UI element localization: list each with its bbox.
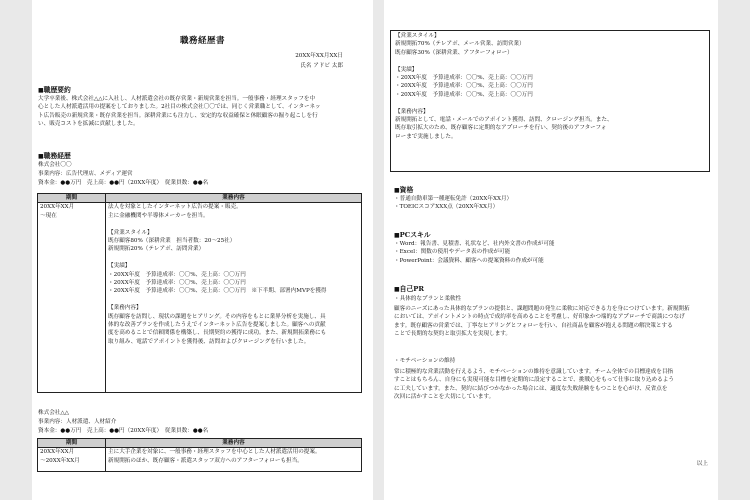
text-line: 新規開拓のほか、既存顧客・派遣スタッフ双方へのアフターフォローも担当。 — [108, 457, 303, 464]
section-heading-qualifications: ■ 資格 — [394, 184, 413, 194]
applicant-name: 氏名 アドビ 太郎 — [300, 63, 343, 69]
company-1-business: 事業内容：広告代理店、メディア運営 — [38, 171, 133, 177]
table-header-period: 期間 — [38, 194, 106, 203]
text-line — [395, 57, 705, 65]
text-line: 新規開拓として、電話・メールでのアポイント獲得、訪問、クロージング担当。また、 — [395, 117, 613, 124]
text-line: ・20XX年度 予算達成率：〇〇%、売上高：〇〇万円 — [395, 83, 533, 90]
company-2-period — [38, 448, 106, 472]
section-heading-self-pr: ■ 自己PR — [394, 283, 424, 293]
text-line: ことで長期的な契約と取引拡大を実現します。 — [394, 331, 512, 338]
text-line: ～現在 — [40, 212, 57, 219]
self-pr-point-2-title: ・モチベーションの維持 — [394, 358, 456, 364]
text-line: 【業務内容】 — [108, 305, 142, 312]
table-header-content: 業務内容 — [106, 439, 362, 448]
text-line: ・PowerPoint：会議資料、顧客への提案資料の作成が可能 — [394, 257, 544, 264]
company-1-capital: 資本金：●●万円 売上高：●●円（20XX年度） 従業員数：●●名 — [38, 180, 209, 186]
text-line: ・Word：報告書、見積書、礼状など、社内外文書の作成が可能 — [394, 241, 555, 247]
section-heading-summary: ■ 職歴要約 — [38, 84, 71, 94]
text-line: ト広告販売の新規営業・既存営業を担当。深耕営業にも注力し、安定的な収益確保と休眠顧客の掘り起こしを行 — [38, 112, 318, 119]
text-line: 度を高めることで信頼関係を構築し、長期契約の獲得に成功。また、新規開拓業務にも — [108, 330, 327, 337]
text-line: ・20XX年度 予算達成率：〇〇%、売上高：〇〇万円 ※下半期、部署内MVPを獲得 — [108, 288, 327, 295]
section-heading-pc-skills: ■ PCスキル — [394, 229, 431, 239]
text-line: 取り組み、電話でアポイントを獲得後、訪問およびクロージングを行いました。 — [108, 338, 310, 345]
text-line: 【営業スタイル】 — [395, 33, 440, 39]
text-line: ・20XX年度 予算達成率：〇〇%、売上高：〇〇万円 — [108, 280, 246, 287]
text-line: ・TOEICスコアXXX点（20XX年XX月） — [394, 204, 499, 211]
text-line: 【実績】 — [108, 263, 131, 270]
text-line: 常に積極的な営業活動を行えるよう、モチベーションの維持を意識しています。チーム全体での目標達成を目指 — [394, 369, 674, 375]
continued-content-box — [390, 30, 710, 172]
text-line: 法人を対象としたインターネット広告の提案・販売。 — [108, 204, 242, 211]
text-line: 体的な改善プランを作成したうえでインターネット広告を提案しました。顧客への貢献 — [108, 322, 326, 329]
company-2-name: 株式会社△△ — [38, 410, 69, 416]
table-header-period: 期間 — [38, 439, 106, 448]
text-line: においては、アポイントメントの時点で成約率を高めることを考慮し、好印象かつ端的なアプローチで商談につなげ — [394, 314, 685, 321]
self-pr-point-1-title: ・具体的なプランと柔軟性 — [394, 296, 462, 302]
text-line: ・20XX年度 予算達成率：〇〇%、売上高：〇〇万円 — [395, 75, 533, 82]
document-title: 職務経歴書 — [179, 36, 225, 46]
text-line: ます。既存顧客の営業では、丁寧なヒアリングとフォローを行い、自社商品を顧客が抱える問題の解決策とする — [394, 322, 673, 329]
text-line: ・20XX年度 予算達成率：〇〇%、売上高：〇〇万円 — [108, 271, 246, 278]
text-line — [108, 254, 359, 262]
company-1-name: 株式会社〇〇 — [38, 162, 72, 168]
section-heading-history: ■ 職務経歴 — [38, 150, 71, 160]
resume-page-2 — [384, 0, 718, 500]
text-line: ～20XX年XX月 — [40, 457, 80, 464]
summary-text — [38, 95, 321, 129]
text-line: に工夫しています。また、契約に結びつかなかった場合には、適度な失敗経験をもつことを心がけ、反省点を — [394, 385, 668, 392]
text-line: 既存顧客30%（深耕営業、アフターフォロー） — [395, 49, 513, 56]
text-line: ・普通自動車第一種運転免許（20XX年XX月） — [394, 196, 513, 202]
text-line: すことはもちろん、自身にも実現可能な目標を定期的に設定することで、挑戦心をもって仕事に取り込めるよう — [394, 377, 674, 384]
self-pr-point-1-text — [394, 305, 690, 339]
company-1-content — [106, 203, 362, 393]
company-2-capital: 資本金：●●万円 売上高：●●円（20XX年度） 従業員数：●●名 — [38, 428, 209, 434]
text-line: 既存顧客を訪問し、現状の課題をヒアリング。その内容をもとに業界分析を実施し、具 — [108, 313, 326, 320]
self-pr-point-2-text — [394, 368, 674, 402]
closing-mark: 以上 — [696, 461, 708, 467]
text-line: 20XX年XX月 — [40, 204, 75, 211]
text-line: 心とした人材派遣活用の提案をしておりました。2社目の株式会社〇〇では、同じく営業職として、インターネッ — [38, 104, 321, 111]
text-line: 主に金融機関や半導体メーカーを担当。 — [108, 212, 209, 219]
text-line: 【実績】 — [395, 66, 418, 73]
text-line: 既存取引拡大のため、既存顧客に定期的なアプローチを行い、契約後のアフターフォ — [395, 125, 607, 132]
text-line: 既存顧客80%（深耕営業 担当者数：20～25社） — [108, 238, 236, 245]
pc-skills-list — [394, 240, 554, 265]
qualifications-list — [394, 195, 512, 212]
resume-page-1 — [32, 0, 373, 500]
company-1-period — [38, 203, 106, 393]
text-line: 次回に活かすことを大切にしています。 — [394, 394, 495, 401]
company-2-business: 事業内容：人材派遣、人材紹介 — [38, 419, 117, 425]
text-line: い、販売コストを拡減に貢献しました。 — [38, 121, 139, 128]
text-line: 大学卒業後、株式会社△△に入社し、人材派遣会社の既存営業・新規営業を担当。一般事務・経理スタッフを中 — [38, 96, 316, 102]
text-line — [108, 220, 359, 228]
text-line: 新規開拓70%（テレアポ、メール営業、訪問営業） — [395, 41, 525, 48]
text-line — [395, 99, 705, 107]
table-header-content: 業務内容 — [106, 194, 362, 203]
text-line — [108, 296, 359, 304]
company-2-table — [37, 438, 362, 472]
text-line: 【営業スタイル】 — [108, 229, 153, 236]
document-date: 20XX年XX月XX日 — [295, 53, 343, 59]
text-line: 新規開拓20%（テレアポ、訪問営業） — [108, 246, 205, 253]
text-line: 20XX年XX月 — [40, 449, 75, 456]
text-line: 【業務内容】 — [395, 108, 429, 115]
company-2-content — [106, 448, 362, 472]
text-line: ・20XX年度 予算達成率：〇〇%、売上高：〇〇万円 — [395, 91, 533, 98]
text-line: ローまで実施しました。 — [395, 133, 457, 140]
text-line: 顧客のニーズにあった具体的なプランの提供と、課題問題の発生に柔軟に対応できる力を身につけています。新規開拓 — [394, 306, 690, 312]
text-line: ・Excel：関数の使用やデータ表の作成が可能 — [394, 249, 511, 256]
text-line: 主に大手企業を対象に、一般事務・経理スタッフを中心とした人材派遣活用の提案。 — [108, 449, 321, 456]
company-1-table — [37, 193, 362, 393]
